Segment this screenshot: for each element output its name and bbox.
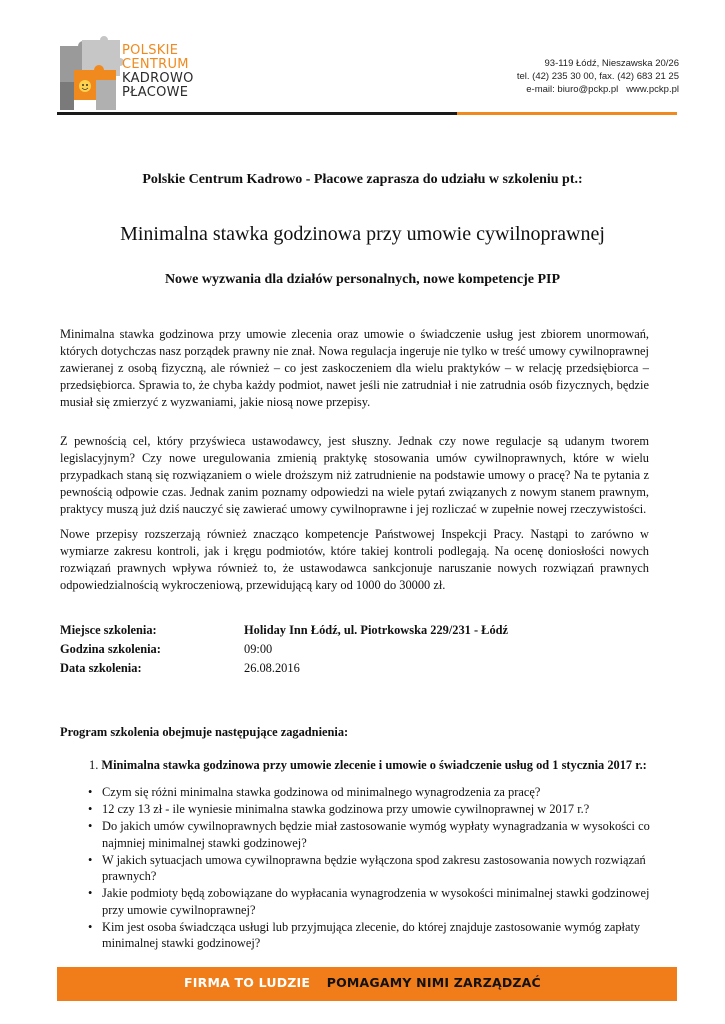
list-item xyxy=(86,885,656,918)
list-item xyxy=(86,919,656,952)
training-subtitle: Nowe wyzwania dla działów personalnych, nowe kompetencje PIP xyxy=(164,272,561,287)
intro-paragraph-3: Nowe przepisy rozszerzają również znacząco kompetencje Państwowej Inspekcji Pracy. Nastąpi to zarówno w wymiarze zakresu kontroli, jak i kręgu podmiotów, które takiej kontroli podlegają. Na ocenę doniosłości nowych rozwiązań prawnych wpływa również to, że ustawodawca sankcjonuje naruszanie nowych rozwiązań prawnych odpowiedzialnością wykroczeniową, przewidującą kary od 1000 do 30000 zł. xyxy=(60,527,649,593)
bullet-icon: • xyxy=(88,819,93,833)
invitation-text: Polskie Centrum Kadrowo - Płacowe zaprasza do udziału w szkoleniu pt.: xyxy=(142,172,583,187)
list-item xyxy=(86,784,656,801)
program-heading: Program szkolenia obejmuje następujące zagadnienia: xyxy=(60,725,349,739)
list-item xyxy=(86,801,656,818)
logo-line-2: CENTRUM xyxy=(122,57,189,72)
intro-paragraph-1: Minimalna stawka godzinowa przy umowie zlecenia oraz umowie o świadczenie usług jest zbiorem unormowań, których dotychczas nasz porządek prawny nie znał. Nowa regulacja ingeruje nie tylko w treść umowy cywilnoprawnej zawieranej z osobą fizyczną, ale również – co jest zaskoczeniem dla wielu praktyków – w relację przedsiębiorca – przedsiębiorca. Sprawia to, że chyba każdy podmiot, nawet jeśli nie zatrudniał i nie zatrudnia osób fizycznych, będzie musiał się zmierzyć z wyzwaniami, jakie niosą nowe przepisy. xyxy=(60,327,649,410)
intro-paragraph-2: Z pewnością cel, który przyświeca ustawodawcy, jest słuszny. Jednak czy nowe regulacje są udanym tworem legislacyjnym? Czy nowe uregulowania zmienią praktykę stosowania umów cywilnoprawnych, które w wielu przypadkach staną się rozwiązaniem o wiele droższym niż zatrudnienie na podstawie umowy o pracę? Na te pytania z pewnością odpowie czas. Jednak zanim poznamy odpowiedzi na wiele pytań związanych z nowym stanem prawnym, praktycy muszą już dziś nauczyć się zawierać umowy cywilnoprawne i jej rozliczać w zupełnie nowej rzeczywistości. xyxy=(60,434,649,517)
header-divider xyxy=(57,112,677,115)
time-value: 09:00 xyxy=(244,642,273,656)
logo-line-4: PŁACOWE xyxy=(122,85,189,100)
logo-line-3: KADROWO xyxy=(122,71,194,86)
phone-fax: tel. (42) 235 30 00, fax. (42) 683 21 25 xyxy=(516,71,679,82)
place-label: Miejsce szkolenia: xyxy=(60,623,157,637)
bullet-icon: • xyxy=(88,919,93,934)
program-item-title: Minimalna stawka godzinowa przy umowie zlecenie i umowie o świadczenie usług od 1 stycznia 2017 r.: xyxy=(101,758,647,772)
time-label: Godzina szkolenia: xyxy=(60,642,161,656)
place-value: Holiday Inn Łódź, ul. Piotrkowska 229/231 - Łódź xyxy=(244,623,509,637)
date-value: 26.08.2016 xyxy=(244,661,300,675)
training-title: Minimalna stawka godzinowa przy umowie cywilnoprawnej xyxy=(120,223,605,245)
footer-slogan xyxy=(0,975,725,990)
footer-slogan-part-1: FIRMA TO LUDZIE xyxy=(184,975,311,990)
bullet-text: W jakich sytuacjach umowa cywilnoprawna będzie wyłączona spod zakresu zastosowania nowych rozwiązań prawnych? xyxy=(102,852,646,883)
footer-slogan-part-2: POMAGAMY NIMI ZARZĄDZAĆ xyxy=(326,975,541,990)
date-label: Data szkolenia: xyxy=(60,661,142,675)
logo-line-1: POLSKIE xyxy=(122,43,179,58)
bullet-icon: • xyxy=(88,785,93,799)
bullet-text: Kim jest osoba świadcząca usługi lub przyjmująca zlecenie, do której znajduje zastosowanie wymóg zapłaty minimalnej stawki godzinowej? xyxy=(102,919,641,950)
email-website: e-mail: biuro@pckp.pl www.pckp.pl xyxy=(526,84,679,95)
bullet-icon: • xyxy=(88,852,93,867)
program-item-1 xyxy=(89,758,647,773)
program-bullet-list xyxy=(86,784,656,952)
bullet-text: Jakie podmioty będą zobowiązane do wypłacania wynagrodzenia w wysokości minimalnej stawki godzinowej przy umowie cywilnoprawnej? xyxy=(102,886,650,917)
program-item-number: 1. xyxy=(89,758,99,772)
contact-info xyxy=(517,57,679,96)
bullet-text: Czym się różni minimalna stawka godzinowa od minimalnego wynagrodzenia za pracę? xyxy=(102,785,541,799)
address: 93-119 Łódź, Nieszawska 20/26 xyxy=(544,58,679,69)
list-item xyxy=(86,852,656,885)
bullet-text: Do jakich umów cywilnoprawnych będzie miał zastosowanie wymóg wypłaty wynagradzania w wysokości co najmniej minimalnej stawki godzinowej? xyxy=(102,819,650,850)
bullet-icon: • xyxy=(88,802,93,816)
bullet-text: 12 czy 13 zł - ile wyniesie minimalna stawka godzinowa przy umowie cywilnoprawnej w 2017 r.? xyxy=(102,802,590,816)
logo-text xyxy=(122,44,194,100)
list-item xyxy=(86,818,656,851)
bullet-icon: • xyxy=(88,886,93,900)
